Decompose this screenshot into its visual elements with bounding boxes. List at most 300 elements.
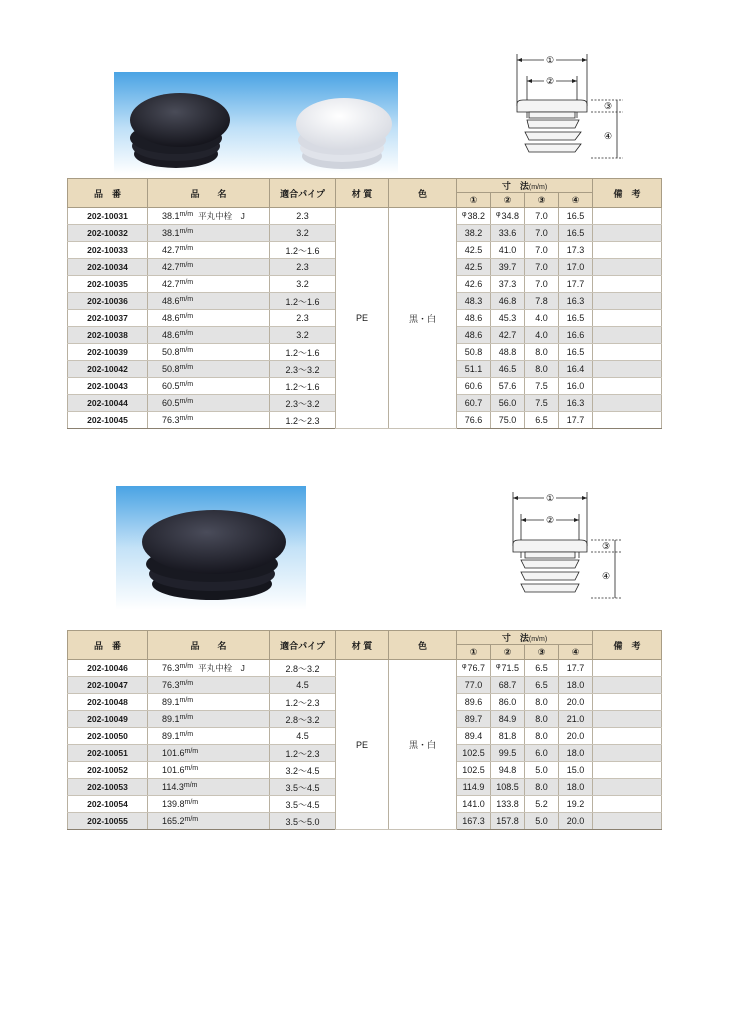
dim-3-value: 5.2 bbox=[525, 796, 559, 813]
header-dim-2: ② bbox=[491, 193, 525, 208]
dim-1-value bbox=[457, 796, 491, 813]
product-size-unit: m/m bbox=[184, 799, 199, 806]
product-size-unit: m/m bbox=[184, 765, 199, 772]
dim-2-value bbox=[491, 378, 525, 395]
dim-2-value bbox=[491, 310, 525, 327]
header-dim-3: ③ bbox=[525, 193, 559, 208]
material-cell: PE bbox=[336, 660, 389, 830]
product-size: 114.3 bbox=[162, 782, 184, 792]
dim-3-value: 7.0 bbox=[525, 242, 559, 259]
header-dims-unit: (m/m) bbox=[528, 184, 548, 191]
product-size: 48.6 bbox=[162, 313, 180, 323]
product-name bbox=[148, 208, 270, 225]
header-name: 品 名 bbox=[148, 179, 270, 208]
product-name bbox=[148, 762, 270, 779]
dim-3-value: 8.0 bbox=[525, 344, 559, 361]
dim-2-number: 48.8 bbox=[498, 347, 517, 357]
pipe-thickness: 3.2 bbox=[270, 327, 336, 344]
notes-cell bbox=[593, 208, 662, 225]
dim-4-value: 20.0 bbox=[559, 813, 593, 830]
dim-2-value bbox=[491, 361, 525, 378]
dim-2-value bbox=[491, 728, 525, 745]
product-code: 202-10054 bbox=[68, 796, 148, 813]
dim-1-value bbox=[457, 378, 491, 395]
product-name bbox=[148, 242, 270, 259]
dim-1-number: 48.6 bbox=[464, 313, 483, 323]
product-code: 202-10047 bbox=[68, 677, 148, 694]
product-size-unit: m/m bbox=[179, 330, 194, 337]
phi-symbol: φ bbox=[495, 211, 501, 218]
dim-1-value bbox=[457, 694, 491, 711]
header-dim-2: ② bbox=[491, 645, 525, 660]
dim-4-value: 17.7 bbox=[559, 660, 593, 677]
dim-3-value: 6.5 bbox=[525, 412, 559, 429]
dim-1-number: 60.6 bbox=[464, 381, 483, 391]
dim-1-value bbox=[457, 711, 491, 728]
pipe-thickness: 1.2～2.3 bbox=[270, 745, 336, 762]
product-size: 76.3 bbox=[162, 415, 180, 425]
dim-1-value bbox=[457, 813, 491, 830]
product-size: 165.2 bbox=[162, 816, 185, 826]
product-size: 101.6 bbox=[162, 765, 185, 775]
dim-1-number: 89.4 bbox=[464, 731, 483, 741]
header-notes: 備 考 bbox=[593, 631, 662, 660]
dim-1-number: 77.0 bbox=[464, 680, 483, 690]
product-code: 202-10031 bbox=[68, 208, 148, 225]
dim-1-number: 38.2 bbox=[467, 211, 486, 221]
dim-2-value bbox=[491, 293, 525, 310]
dim-3-value: 4.0 bbox=[525, 327, 559, 344]
dim-2-value bbox=[491, 327, 525, 344]
diagram2-label-1: ① bbox=[545, 493, 555, 503]
header-dim-4: ④ bbox=[559, 645, 593, 660]
table-row bbox=[68, 660, 662, 677]
dimension-diagram-1 bbox=[505, 48, 645, 164]
notes-cell bbox=[593, 745, 662, 762]
dim-4-value: 20.0 bbox=[559, 694, 593, 711]
dim-4-value: 17.3 bbox=[559, 242, 593, 259]
notes-cell bbox=[593, 276, 662, 293]
notes-cell bbox=[593, 711, 662, 728]
dim-1-value bbox=[457, 762, 491, 779]
dim-2-value bbox=[491, 259, 525, 276]
notes-cell bbox=[593, 412, 662, 429]
product-size-unit: m/m bbox=[179, 714, 194, 721]
pipe-thickness: 2.8～3.2 bbox=[270, 711, 336, 728]
dim-2-number: 81.8 bbox=[498, 731, 517, 741]
header-dim-3: ③ bbox=[525, 645, 559, 660]
dim-2-number: 46.5 bbox=[498, 364, 517, 374]
product-name bbox=[148, 779, 270, 796]
product-photo-black-white-caps bbox=[114, 72, 398, 174]
dim-4-value: 16.5 bbox=[559, 208, 593, 225]
dim-1-value bbox=[457, 293, 491, 310]
notes-cell bbox=[593, 344, 662, 361]
pipe-thickness: 3.2 bbox=[270, 225, 336, 242]
product-name bbox=[148, 276, 270, 293]
notes-cell bbox=[593, 259, 662, 276]
header-material: 材 質 bbox=[336, 631, 389, 660]
dim-4-value: 16.5 bbox=[559, 225, 593, 242]
dim-2-value bbox=[491, 225, 525, 242]
dim-2-value bbox=[491, 813, 525, 830]
product-size: 60.5 bbox=[162, 398, 180, 408]
dim-3-value: 5.0 bbox=[525, 762, 559, 779]
product-code: 202-10050 bbox=[68, 728, 148, 745]
product-size: 139.8 bbox=[162, 799, 185, 809]
dim-2-number: 133.8 bbox=[496, 799, 519, 809]
pipe-thickness: 1.2～1.6 bbox=[270, 293, 336, 310]
header-dimensions bbox=[457, 179, 593, 193]
spec-table-2 bbox=[67, 630, 662, 830]
dim-1-number: 60.7 bbox=[464, 398, 483, 408]
notes-cell bbox=[593, 813, 662, 830]
pipe-thickness: 3.5～5.0 bbox=[270, 813, 336, 830]
phi-symbol: φ bbox=[461, 211, 467, 218]
spec-table-1 bbox=[67, 178, 662, 429]
product-code: 202-10043 bbox=[68, 378, 148, 395]
product-size: 42.7 bbox=[162, 262, 180, 272]
product-code: 202-10045 bbox=[68, 412, 148, 429]
header-name: 品 名 bbox=[148, 631, 270, 660]
dim-2-value bbox=[491, 276, 525, 293]
dim-2-number: 157.8 bbox=[496, 816, 519, 826]
dim-4-value: 19.2 bbox=[559, 796, 593, 813]
product-size: 38.1 bbox=[162, 228, 180, 238]
dim-1-number: 48.3 bbox=[464, 296, 483, 306]
product-size-unit: m/m bbox=[179, 415, 194, 422]
pipe-thickness: 1.2～2.3 bbox=[270, 412, 336, 429]
product-name bbox=[148, 344, 270, 361]
notes-cell bbox=[593, 762, 662, 779]
dim-3-value: 7.0 bbox=[525, 276, 559, 293]
dim-3-value: 8.0 bbox=[525, 694, 559, 711]
product-type: 平丸中栓 J bbox=[198, 663, 245, 673]
dim-4-value: 16.0 bbox=[559, 378, 593, 395]
dim-2-value bbox=[491, 395, 525, 412]
product-size: 101.6 bbox=[162, 748, 185, 758]
dim-4-value: 17.7 bbox=[559, 412, 593, 429]
dim-1-value bbox=[457, 310, 491, 327]
pipe-thickness: 2.3 bbox=[270, 208, 336, 225]
product-code: 202-10046 bbox=[68, 660, 148, 677]
product-size: 89.1 bbox=[162, 731, 180, 741]
product-size-unit: m/m bbox=[179, 279, 194, 286]
dim-1-value bbox=[457, 745, 491, 762]
dim-2-number: 34.8 bbox=[501, 211, 520, 221]
product-code: 202-10036 bbox=[68, 293, 148, 310]
phi-symbol: φ bbox=[461, 663, 467, 670]
dim-2-number: 75.0 bbox=[498, 415, 517, 425]
color-cell: 黒・白 bbox=[389, 660, 457, 830]
header-dimensions bbox=[457, 631, 593, 645]
product-size-unit: m/m bbox=[179, 262, 194, 269]
dim-1-value bbox=[457, 225, 491, 242]
dim-4-value: 16.5 bbox=[559, 344, 593, 361]
product-name bbox=[148, 813, 270, 830]
dim-1-number: 167.3 bbox=[462, 816, 485, 826]
header-notes: 備 考 bbox=[593, 179, 662, 208]
dim-1-value bbox=[457, 208, 491, 225]
product-name bbox=[148, 745, 270, 762]
diagram1-label-2: ② bbox=[545, 76, 555, 86]
dim-2-value bbox=[491, 745, 525, 762]
product-name bbox=[148, 259, 270, 276]
dim-3-value: 6.5 bbox=[525, 677, 559, 694]
product-code: 202-10039 bbox=[68, 344, 148, 361]
product-name bbox=[148, 694, 270, 711]
dim-2-number: 99.5 bbox=[498, 748, 517, 758]
notes-cell bbox=[593, 677, 662, 694]
dim-1-value bbox=[457, 395, 491, 412]
dim-2-value bbox=[491, 796, 525, 813]
dim-4-value: 16.6 bbox=[559, 327, 593, 344]
pipe-thickness: 3.5～4.5 bbox=[270, 779, 336, 796]
product-name bbox=[148, 711, 270, 728]
product-code: 202-10042 bbox=[68, 361, 148, 378]
dim-2-number: 33.6 bbox=[498, 228, 517, 238]
pipe-thickness: 2.3 bbox=[270, 310, 336, 327]
product-size-unit: m/m bbox=[179, 398, 194, 405]
dim-2-number: 56.0 bbox=[498, 398, 517, 408]
dim-3-value: 7.5 bbox=[525, 395, 559, 412]
dim-3-value: 8.0 bbox=[525, 361, 559, 378]
header-dim-1: ① bbox=[457, 193, 491, 208]
product-size: 60.5 bbox=[162, 381, 180, 391]
table-row bbox=[68, 208, 662, 225]
diagram2-label-2: ② bbox=[545, 515, 555, 525]
product-name bbox=[148, 361, 270, 378]
pipe-thickness: 4.5 bbox=[270, 677, 336, 694]
dim-2-number: 45.3 bbox=[498, 313, 517, 323]
dim-2-value bbox=[491, 344, 525, 361]
product-size: 48.6 bbox=[162, 296, 180, 306]
dim-1-number: 76.6 bbox=[464, 415, 483, 425]
dim-2-value bbox=[491, 412, 525, 429]
color-cell: 黒・白 bbox=[389, 208, 457, 429]
product-code: 202-10053 bbox=[68, 779, 148, 796]
dim-1-value bbox=[457, 327, 491, 344]
product-size-unit: m/m bbox=[179, 347, 194, 354]
product-photo-large-black-cap bbox=[116, 486, 306, 610]
material-cell: PE bbox=[336, 208, 389, 429]
product-name bbox=[148, 728, 270, 745]
dim-2-number: 84.9 bbox=[498, 714, 517, 724]
dim-2-value bbox=[491, 660, 525, 677]
product-size-unit: m/m bbox=[179, 680, 194, 687]
diagram2-label-3: ③ bbox=[601, 541, 611, 551]
product-size-unit: m/m bbox=[179, 245, 194, 252]
product-name bbox=[148, 395, 270, 412]
product-size: 50.8 bbox=[162, 364, 180, 374]
product-name bbox=[148, 225, 270, 242]
dim-2-value bbox=[491, 694, 525, 711]
dim-3-value: 6.5 bbox=[525, 660, 559, 677]
pipe-thickness: 1.2～2.3 bbox=[270, 694, 336, 711]
header-pipe: 適合パイプ bbox=[270, 179, 336, 208]
product-name bbox=[148, 310, 270, 327]
notes-cell bbox=[593, 796, 662, 813]
dim-1-value bbox=[457, 412, 491, 429]
notes-cell bbox=[593, 225, 662, 242]
dim-1-number: 38.2 bbox=[464, 228, 483, 238]
dim-1-value bbox=[457, 259, 491, 276]
product-code: 202-10037 bbox=[68, 310, 148, 327]
product-size-unit: m/m bbox=[179, 211, 194, 218]
dim-4-value: 16.3 bbox=[559, 395, 593, 412]
dim-1-value bbox=[457, 728, 491, 745]
notes-cell bbox=[593, 242, 662, 259]
dim-1-value bbox=[457, 779, 491, 796]
notes-cell bbox=[593, 310, 662, 327]
diagram1-label-4: ④ bbox=[603, 131, 613, 141]
product-code: 202-10034 bbox=[68, 259, 148, 276]
product-code: 202-10033 bbox=[68, 242, 148, 259]
product-name bbox=[148, 293, 270, 310]
dim-1-value bbox=[457, 276, 491, 293]
product-type: 平丸中栓 J bbox=[198, 211, 245, 221]
dim-4-value: 17.7 bbox=[559, 276, 593, 293]
phi-symbol: φ bbox=[495, 663, 501, 670]
header-dims-label: 寸 法 bbox=[501, 633, 529, 643]
dim-3-value: 6.0 bbox=[525, 745, 559, 762]
product-code: 202-10049 bbox=[68, 711, 148, 728]
product-code: 202-10051 bbox=[68, 745, 148, 762]
dim-2-value bbox=[491, 208, 525, 225]
product-name bbox=[148, 660, 270, 677]
dim-3-value: 8.0 bbox=[525, 711, 559, 728]
dim-2-number: 86.0 bbox=[498, 697, 517, 707]
dim-3-value: 8.0 bbox=[525, 728, 559, 745]
dim-2-number: 42.7 bbox=[498, 330, 517, 340]
product-size-unit: m/m bbox=[179, 381, 194, 388]
dim-4-value: 15.0 bbox=[559, 762, 593, 779]
header-dims-label: 寸 法 bbox=[501, 181, 529, 191]
dimension-diagram-2 bbox=[503, 488, 643, 604]
dim-3-value: 5.0 bbox=[525, 813, 559, 830]
dim-1-number: 102.5 bbox=[462, 765, 485, 775]
dim-4-value: 21.0 bbox=[559, 711, 593, 728]
header-code: 品 番 bbox=[68, 631, 148, 660]
product-name bbox=[148, 327, 270, 344]
dim-2-value bbox=[491, 762, 525, 779]
dim-3-value: 4.0 bbox=[525, 310, 559, 327]
dim-2-number: 94.8 bbox=[498, 765, 517, 775]
product-size-unit: m/m bbox=[179, 663, 194, 670]
dim-4-value: 16.3 bbox=[559, 293, 593, 310]
diagram1-label-3: ③ bbox=[603, 101, 613, 111]
dim-4-value: 17.0 bbox=[559, 259, 593, 276]
dim-1-number: 114.9 bbox=[462, 782, 485, 792]
product-size: 42.7 bbox=[162, 245, 180, 255]
dim-2-number: 68.7 bbox=[498, 680, 517, 690]
dim-2-number: 46.8 bbox=[498, 296, 517, 306]
product-size-unit: m/m bbox=[179, 296, 194, 303]
dim-1-value bbox=[457, 242, 491, 259]
product-size: 89.1 bbox=[162, 697, 180, 707]
dim-2-number: 39.7 bbox=[498, 262, 517, 272]
product-code: 202-10038 bbox=[68, 327, 148, 344]
product-size: 48.6 bbox=[162, 330, 180, 340]
dim-4-value: 20.0 bbox=[559, 728, 593, 745]
dim-4-value: 16.4 bbox=[559, 361, 593, 378]
pipe-thickness: 3.5～4.5 bbox=[270, 796, 336, 813]
dim-1-number: 89.7 bbox=[464, 714, 483, 724]
product-size: 42.7 bbox=[162, 279, 180, 289]
pipe-thickness: 2.8～3.2 bbox=[270, 660, 336, 677]
pipe-thickness: 3.2 bbox=[270, 276, 336, 293]
product-size: 76.3 bbox=[162, 680, 180, 690]
dim-2-number: 41.0 bbox=[498, 245, 517, 255]
product-size: 38.1 bbox=[162, 211, 180, 221]
pipe-thickness: 1.2～1.6 bbox=[270, 242, 336, 259]
diagram1-label-1: ① bbox=[545, 55, 555, 65]
product-name bbox=[148, 677, 270, 694]
dim-1-value bbox=[457, 344, 491, 361]
product-size: 50.8 bbox=[162, 347, 180, 357]
header-color: 色 bbox=[389, 179, 457, 208]
dim-1-number: 50.8 bbox=[464, 347, 483, 357]
product-code: 202-10044 bbox=[68, 395, 148, 412]
notes-cell bbox=[593, 395, 662, 412]
dim-2-value bbox=[491, 711, 525, 728]
dim-2-number: 37.3 bbox=[498, 279, 517, 289]
dim-2-value bbox=[491, 677, 525, 694]
product-code: 202-10035 bbox=[68, 276, 148, 293]
pipe-thickness: 4.5 bbox=[270, 728, 336, 745]
product-code: 202-10032 bbox=[68, 225, 148, 242]
notes-cell bbox=[593, 694, 662, 711]
product-size-unit: m/m bbox=[179, 364, 194, 371]
notes-cell bbox=[593, 660, 662, 677]
header-color: 色 bbox=[389, 631, 457, 660]
dim-1-value bbox=[457, 660, 491, 677]
product-size-unit: m/m bbox=[183, 782, 198, 789]
product-size-unit: m/m bbox=[179, 731, 194, 738]
product-size: 89.1 bbox=[162, 714, 180, 724]
product-name bbox=[148, 378, 270, 395]
dim-1-number: 51.1 bbox=[464, 364, 483, 374]
product-name bbox=[148, 412, 270, 429]
notes-cell bbox=[593, 779, 662, 796]
notes-cell bbox=[593, 361, 662, 378]
dim-2-value bbox=[491, 242, 525, 259]
dim-1-value bbox=[457, 361, 491, 378]
pipe-thickness: 2.3 bbox=[270, 259, 336, 276]
pipe-thickness: 1.2～1.6 bbox=[270, 344, 336, 361]
dim-3-value: 7.0 bbox=[525, 225, 559, 242]
notes-cell bbox=[593, 728, 662, 745]
dim-3-value: 7.8 bbox=[525, 293, 559, 310]
notes-cell bbox=[593, 378, 662, 395]
dim-1-number: 42.5 bbox=[464, 245, 483, 255]
header-dims-unit: (m/m) bbox=[528, 636, 548, 643]
dim-3-value: 7.5 bbox=[525, 378, 559, 395]
header-dim-4: ④ bbox=[559, 193, 593, 208]
dim-1-number: 48.6 bbox=[464, 330, 483, 340]
dim-3-value: 7.0 bbox=[525, 208, 559, 225]
diagram2-label-4: ④ bbox=[601, 571, 611, 581]
header-dim-1: ① bbox=[457, 645, 491, 660]
dim-2-number: 57.6 bbox=[498, 381, 517, 391]
dim-2-number: 108.5 bbox=[496, 782, 519, 792]
pipe-thickness: 2.3～3.2 bbox=[270, 361, 336, 378]
header-pipe: 適合パイプ bbox=[270, 631, 336, 660]
dim-2-value bbox=[491, 779, 525, 796]
pipe-thickness: 1.2～1.6 bbox=[270, 378, 336, 395]
product-size: 76.3 bbox=[162, 663, 180, 673]
product-size-unit: m/m bbox=[179, 228, 194, 235]
